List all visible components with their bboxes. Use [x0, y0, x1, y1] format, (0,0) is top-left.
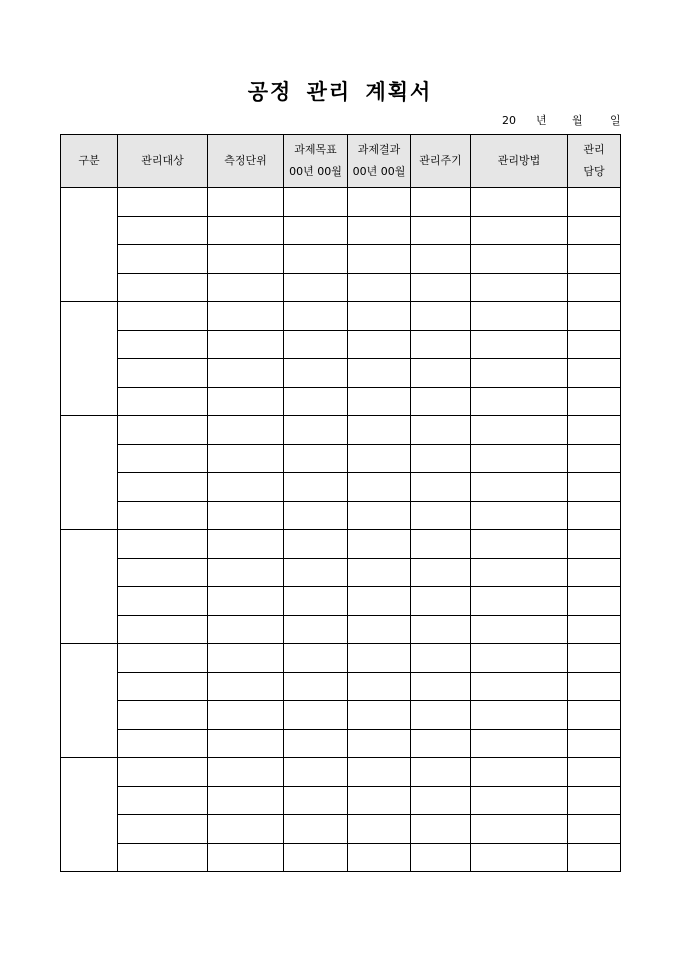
table-row: [61, 387, 621, 416]
method-cell[interactable]: [471, 558, 568, 587]
target-cell[interactable]: [118, 530, 208, 559]
table-row: [61, 330, 621, 359]
method-cell[interactable]: [471, 615, 568, 644]
target-cell[interactable]: [118, 302, 208, 331]
table-row: [61, 815, 621, 844]
goal-cell[interactable]: [284, 672, 348, 701]
owner-cell[interactable]: [568, 587, 621, 616]
table-row: [61, 758, 621, 787]
category-cell[interactable]: [61, 188, 118, 302]
header-row: [61, 135, 621, 188]
cycle-cell[interactable]: [411, 729, 471, 758]
target-cell[interactable]: [118, 558, 208, 587]
table-row: [61, 558, 621, 587]
method-cell[interactable]: [471, 758, 568, 787]
header-owner-line1: 관리: [583, 143, 605, 156]
result-cell[interactable]: [348, 245, 411, 274]
owner-cell[interactable]: [568, 615, 621, 644]
cycle-cell[interactable]: [411, 387, 471, 416]
table-row: [61, 786, 621, 815]
date-day-unit: 일: [610, 114, 621, 127]
cycle-cell[interactable]: [411, 501, 471, 530]
target-cell[interactable]: [118, 273, 208, 302]
unit-cell[interactable]: [208, 729, 284, 758]
method-cell[interactable]: [471, 273, 568, 302]
category-cell[interactable]: [61, 302, 118, 416]
target-cell[interactable]: [118, 416, 208, 445]
header-category: 구분: [61, 135, 118, 188]
target-cell[interactable]: [118, 473, 208, 502]
method-cell[interactable]: [471, 416, 568, 445]
method-cell[interactable]: [471, 530, 568, 559]
unit-cell[interactable]: [208, 359, 284, 388]
result-cell[interactable]: [348, 473, 411, 502]
unit-cell[interactable]: [208, 273, 284, 302]
result-cell[interactable]: [348, 558, 411, 587]
unit-cell[interactable]: [208, 444, 284, 473]
cycle-cell[interactable]: [411, 302, 471, 331]
method-cell[interactable]: [471, 245, 568, 274]
goal-cell[interactable]: [284, 729, 348, 758]
cycle-cell[interactable]: [411, 558, 471, 587]
goal-cell[interactable]: [284, 587, 348, 616]
goal-cell[interactable]: [284, 758, 348, 787]
result-cell[interactable]: [348, 273, 411, 302]
method-cell[interactable]: [471, 188, 568, 217]
goal-cell[interactable]: [284, 473, 348, 502]
target-cell[interactable]: [118, 786, 208, 815]
table-row: [61, 501, 621, 530]
unit-cell[interactable]: [208, 530, 284, 559]
goal-cell[interactable]: [284, 387, 348, 416]
owner-cell[interactable]: [568, 330, 621, 359]
cycle-cell[interactable]: [411, 473, 471, 502]
unit-cell[interactable]: [208, 216, 284, 245]
result-cell[interactable]: [348, 729, 411, 758]
cycle-cell[interactable]: [411, 644, 471, 673]
result-cell[interactable]: [348, 330, 411, 359]
unit-cell[interactable]: [208, 245, 284, 274]
target-cell[interactable]: [118, 444, 208, 473]
cycle-cell[interactable]: [411, 672, 471, 701]
table-row: [61, 473, 621, 502]
cycle-cell[interactable]: [411, 530, 471, 559]
unit-cell[interactable]: [208, 587, 284, 616]
method-cell[interactable]: [471, 387, 568, 416]
header-result-date: 00년 00월: [352, 165, 406, 178]
result-cell[interactable]: [348, 587, 411, 616]
goal-cell[interactable]: [284, 501, 348, 530]
method-cell[interactable]: [471, 444, 568, 473]
result-cell[interactable]: [348, 672, 411, 701]
owner-cell[interactable]: [568, 387, 621, 416]
header-goal: [284, 135, 348, 188]
target-cell[interactable]: [118, 644, 208, 673]
owner-cell[interactable]: [568, 245, 621, 274]
result-cell[interactable]: [348, 815, 411, 844]
result-cell[interactable]: [348, 701, 411, 730]
goal-cell[interactable]: [284, 416, 348, 445]
unit-cell[interactable]: [208, 330, 284, 359]
category-cell[interactable]: [61, 416, 118, 530]
target-cell[interactable]: [118, 216, 208, 245]
goal-cell[interactable]: [284, 615, 348, 644]
method-cell[interactable]: [471, 843, 568, 872]
header-cycle: 관리주기: [411, 135, 471, 188]
owner-cell[interactable]: [568, 530, 621, 559]
category-cell[interactable]: [61, 530, 118, 644]
cycle-cell[interactable]: [411, 701, 471, 730]
cycle-cell[interactable]: [411, 815, 471, 844]
goal-cell[interactable]: [284, 843, 348, 872]
goal-cell[interactable]: [284, 188, 348, 217]
header-owner-line2: 담당: [583, 165, 605, 178]
method-cell[interactable]: [471, 473, 568, 502]
method-cell[interactable]: [471, 672, 568, 701]
unit-cell[interactable]: [208, 188, 284, 217]
table-row: [61, 644, 621, 673]
cycle-cell[interactable]: [411, 587, 471, 616]
table-row: [61, 587, 621, 616]
owner-cell[interactable]: [568, 701, 621, 730]
table-row: [61, 359, 621, 388]
unit-cell[interactable]: [208, 672, 284, 701]
cycle-cell[interactable]: [411, 359, 471, 388]
target-cell[interactable]: [118, 672, 208, 701]
owner-cell[interactable]: [568, 672, 621, 701]
table-row: [61, 530, 621, 559]
table-row: [61, 302, 621, 331]
method-cell[interactable]: [471, 644, 568, 673]
cycle-cell[interactable]: [411, 245, 471, 274]
result-cell[interactable]: [348, 188, 411, 217]
goal-cell[interactable]: [284, 701, 348, 730]
method-cell[interactable]: [471, 587, 568, 616]
result-cell[interactable]: [348, 501, 411, 530]
unit-cell[interactable]: [208, 786, 284, 815]
table-row: [61, 444, 621, 473]
owner-cell[interactable]: [568, 416, 621, 445]
method-cell[interactable]: [471, 501, 568, 530]
target-cell[interactable]: [118, 501, 208, 530]
cycle-cell[interactable]: [411, 273, 471, 302]
goal-cell[interactable]: [284, 444, 348, 473]
result-cell[interactable]: [348, 216, 411, 245]
goal-cell[interactable]: [284, 330, 348, 359]
goal-cell[interactable]: [284, 273, 348, 302]
table-row: [61, 245, 621, 274]
target-cell[interactable]: [118, 387, 208, 416]
method-cell[interactable]: [471, 216, 568, 245]
owner-cell[interactable]: [568, 644, 621, 673]
owner-cell[interactable]: [568, 758, 621, 787]
table-row: [61, 729, 621, 758]
table-row: [61, 273, 621, 302]
header-target: 관리대상: [118, 135, 208, 188]
table-row: [61, 615, 621, 644]
date-year-unit: 년: [536, 114, 547, 127]
method-cell[interactable]: [471, 729, 568, 758]
date-year: 20: [502, 114, 516, 127]
target-cell[interactable]: [118, 843, 208, 872]
goal-cell[interactable]: [284, 359, 348, 388]
header-goal-date: 00년 00월: [289, 165, 342, 178]
unit-cell[interactable]: [208, 843, 284, 872]
unit-cell[interactable]: [208, 644, 284, 673]
table-row: [61, 843, 621, 872]
target-cell[interactable]: [118, 701, 208, 730]
unit-cell[interactable]: [208, 815, 284, 844]
method-cell[interactable]: [471, 302, 568, 331]
owner-cell[interactable]: [568, 444, 621, 473]
cycle-cell[interactable]: [411, 330, 471, 359]
header-unit: 측정단위: [208, 135, 284, 188]
unit-cell[interactable]: [208, 416, 284, 445]
target-cell[interactable]: [118, 188, 208, 217]
goal-cell[interactable]: [284, 786, 348, 815]
result-cell[interactable]: [348, 302, 411, 331]
owner-cell[interactable]: [568, 273, 621, 302]
goal-cell[interactable]: [284, 302, 348, 331]
unit-cell[interactable]: [208, 701, 284, 730]
target-cell[interactable]: [118, 245, 208, 274]
method-cell[interactable]: [471, 330, 568, 359]
result-cell[interactable]: [348, 786, 411, 815]
cycle-cell[interactable]: [411, 188, 471, 217]
cycle-cell[interactable]: [411, 444, 471, 473]
target-cell[interactable]: [118, 758, 208, 787]
unit-cell[interactable]: [208, 473, 284, 502]
date-month-unit: 월: [572, 114, 583, 127]
owner-cell[interactable]: [568, 302, 621, 331]
cycle-cell[interactable]: [411, 786, 471, 815]
goal-cell[interactable]: [284, 558, 348, 587]
table-row: [61, 701, 621, 730]
unit-cell[interactable]: [208, 302, 284, 331]
header-goal-label: 과제목표: [294, 143, 337, 156]
target-cell[interactable]: [118, 359, 208, 388]
result-cell[interactable]: [348, 758, 411, 787]
unit-cell[interactable]: [208, 615, 284, 644]
result-cell[interactable]: [348, 843, 411, 872]
owner-cell[interactable]: [568, 188, 621, 217]
owner-cell[interactable]: [568, 786, 621, 815]
cycle-cell[interactable]: [411, 615, 471, 644]
unit-cell[interactable]: [208, 501, 284, 530]
target-cell[interactable]: [118, 815, 208, 844]
owner-cell[interactable]: [568, 216, 621, 245]
cycle-cell[interactable]: [411, 416, 471, 445]
unit-cell[interactable]: [208, 758, 284, 787]
result-cell[interactable]: [348, 416, 411, 445]
goal-cell[interactable]: [284, 644, 348, 673]
method-cell[interactable]: [471, 786, 568, 815]
goal-cell[interactable]: [284, 815, 348, 844]
unit-cell[interactable]: [208, 387, 284, 416]
owner-cell[interactable]: [568, 473, 621, 502]
header-result-label: 과제결과: [357, 143, 401, 156]
process-plan-table: [60, 134, 621, 872]
target-cell[interactable]: [118, 615, 208, 644]
cycle-cell[interactable]: [411, 216, 471, 245]
cycle-cell[interactable]: [411, 843, 471, 872]
target-cell[interactable]: [118, 330, 208, 359]
result-cell[interactable]: [348, 359, 411, 388]
header-result: [348, 135, 411, 188]
goal-cell[interactable]: [284, 245, 348, 274]
method-cell[interactable]: [471, 815, 568, 844]
owner-cell[interactable]: [568, 558, 621, 587]
table-row: [61, 216, 621, 245]
table-row: [61, 672, 621, 701]
document-title: 공정 관리 계획서: [247, 79, 433, 104]
table-row: [61, 188, 621, 217]
owner-cell[interactable]: [568, 729, 621, 758]
result-cell[interactable]: [348, 444, 411, 473]
result-cell[interactable]: [348, 615, 411, 644]
table-body: [61, 188, 621, 872]
target-cell[interactable]: [118, 587, 208, 616]
owner-cell[interactable]: [568, 501, 621, 530]
table-row: [61, 416, 621, 445]
result-cell[interactable]: [348, 387, 411, 416]
header-owner: [568, 135, 621, 188]
owner-cell[interactable]: [568, 815, 621, 844]
owner-cell[interactable]: [568, 359, 621, 388]
category-cell[interactable]: [61, 758, 118, 872]
unit-cell[interactable]: [208, 558, 284, 587]
target-cell[interactable]: [118, 729, 208, 758]
category-cell[interactable]: [61, 644, 118, 758]
owner-cell[interactable]: [568, 843, 621, 872]
header-method: 관리방법: [471, 135, 568, 188]
cycle-cell[interactable]: [411, 758, 471, 787]
result-cell[interactable]: [348, 530, 411, 559]
method-cell[interactable]: [471, 359, 568, 388]
method-cell[interactable]: [471, 701, 568, 730]
goal-cell[interactable]: [284, 216, 348, 245]
result-cell[interactable]: [348, 644, 411, 673]
goal-cell[interactable]: [284, 530, 348, 559]
